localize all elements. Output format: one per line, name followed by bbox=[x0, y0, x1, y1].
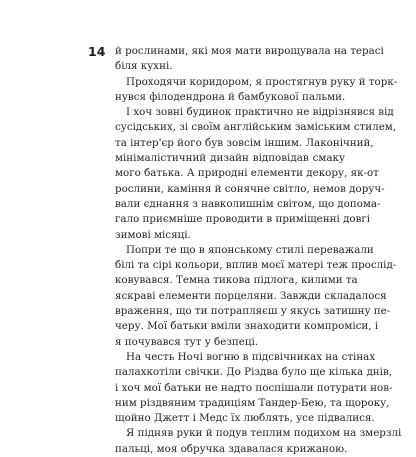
paragraph bbox=[115, 75, 398, 106]
text-line: сусідських, зі своїм англійським заміським стилем, bbox=[115, 121, 397, 134]
text-line: зимові місяці. bbox=[115, 228, 191, 241]
text-line: рослини, каміння й сонячне світло, немов доруч- bbox=[115, 182, 385, 195]
text-line: ним різдвяним традиціям Тандер-Бею, та щороку, bbox=[115, 396, 390, 409]
paragraph bbox=[115, 44, 384, 75]
paragraph bbox=[115, 350, 393, 426]
text-line: щойно Джетт і Медс їх люблять, усе підвалися. bbox=[115, 412, 375, 425]
text-line: біля кухні. bbox=[115, 60, 173, 73]
text-line: нувся філодендрона й бамбукової пальми. bbox=[115, 90, 346, 103]
text-line: На честь Ночі вогню в підсвічниках на стінах bbox=[126, 350, 376, 363]
text-line: ковувався. Темна тикова підлога, килими та bbox=[115, 274, 358, 287]
body-text bbox=[115, 44, 402, 457]
text-line: пальці, моя обручка здавалася крижаною. bbox=[115, 442, 348, 455]
paragraph bbox=[115, 243, 397, 350]
text-line: та інтер'єр його був зовсім іншим. Лаконічний, bbox=[115, 136, 374, 149]
text-line: мого батька. А природні елементи декору, як-от bbox=[115, 167, 379, 180]
text-line: й рослинами, які моя мати вирощувала на терасі bbox=[115, 45, 384, 57]
text-line: Проходячи коридором, я простягнув руку й торк- bbox=[126, 75, 398, 88]
text-line: яскраві елементи порцеляни. Завжди складалося bbox=[115, 289, 387, 302]
text-line: вали єднання з навколишнім світом, що допома- bbox=[115, 197, 381, 210]
text-line: я почувався тут у безпеці. bbox=[115, 335, 259, 348]
text-line: і хоч мої батьки не надто поспішали потурати нов- bbox=[115, 381, 393, 394]
text-line: білі та сірі кольори, вплив моєї матері теж прослід- bbox=[115, 259, 397, 272]
text-line: І хоч зовні будинок практично не відрізнявся від bbox=[126, 106, 394, 119]
text-line: Я підняв руки й подув теплим подихом на змерзлі bbox=[126, 427, 402, 440]
text-line: палахкотіли свічки. До Різдва було ще кілька днів, bbox=[115, 366, 393, 379]
text-line: гало приємніше проводити в приміщенні довгі bbox=[115, 213, 371, 226]
paragraph bbox=[115, 105, 397, 243]
paragraph bbox=[115, 426, 402, 457]
text-line: черу. Мої батьки вміли знаходити компроміси, і bbox=[115, 320, 379, 333]
text-line: враження, що ти потрапляєш у якусь затишну пе- bbox=[115, 305, 391, 318]
page-number: 14 bbox=[88, 44, 106, 59]
text-line: Попри те що в японському стилі переважали bbox=[126, 243, 374, 256]
text-line: мінімалістичний дизайн відповідав смаку bbox=[115, 152, 345, 165]
